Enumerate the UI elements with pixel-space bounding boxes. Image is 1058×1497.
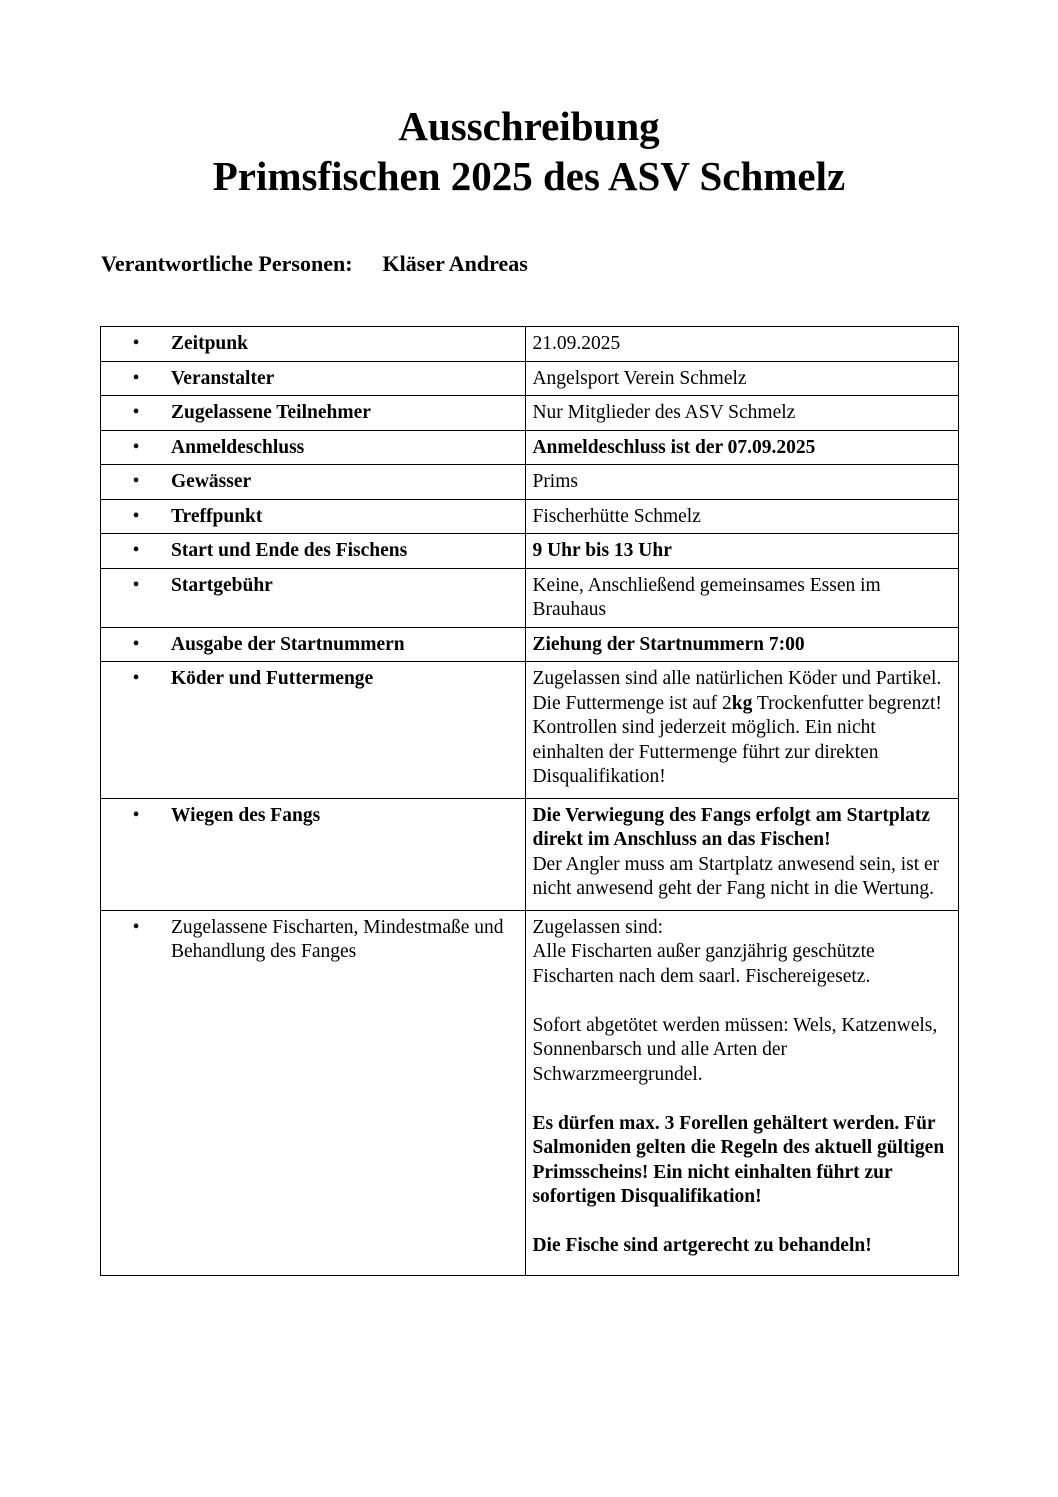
table-row [101, 327, 959, 362]
row-label: Wiegen des Fangs [171, 804, 321, 826]
document-title [0, 101, 1058, 201]
row-label: Anmeldeschluss [171, 436, 305, 458]
bullet: • [132, 574, 140, 596]
row-value: 9 Uhr bis 13 Uhr [526, 534, 959, 569]
row-value: Ziehung der Startnummern 7:00 [526, 627, 959, 662]
table-row [101, 534, 959, 569]
control-text: Kontrollen sind jederzeit möglich. Ein nicht einhalten der Futtermenge führt zur direkten Disqualifikation! [532, 717, 879, 787]
responsible-persons [101, 249, 528, 279]
table-row [101, 465, 959, 500]
table-row [101, 499, 959, 534]
table-row [101, 430, 959, 465]
row-value [526, 910, 959, 1275]
details-table [100, 326, 959, 1276]
table-row [101, 396, 959, 431]
bullet: • [132, 804, 140, 826]
row-label: Köder und Futtermenge [171, 668, 374, 689]
row-value [526, 662, 959, 799]
weighing-text: Die Verwiegung des Fangs erfolgt am Startplatz direkt im Anschluss an das Fischen! [532, 804, 931, 850]
title-line-1: Ausschreibung [398, 103, 660, 149]
table-row [101, 910, 959, 1275]
bullet: • [132, 471, 140, 492]
bullet: • [132, 333, 140, 354]
row-label: Gewässer [171, 471, 252, 492]
row-value: Angelsport Verein Schmelz [526, 361, 959, 396]
row-label: Start und Ende des Fischens [171, 540, 408, 561]
allowed-text: Zugelassen sind: [532, 916, 663, 938]
bullet: • [132, 668, 140, 689]
row-value: Anmeldeschluss ist der 07.09.2025 [526, 430, 959, 465]
row-label: Startgebühr [171, 574, 273, 596]
table-row [101, 361, 959, 396]
treatment-text: Die Fische sind artgerecht zu behandeln! [532, 1235, 872, 1256]
bullet: • [132, 436, 140, 458]
row-value: 21.09.2025 [526, 327, 959, 362]
table-row [101, 627, 959, 662]
row-label: Veranstalter [171, 367, 275, 389]
bait-rules-text: Zugelassen sind alle natürlichen Köder und Partikel. [532, 668, 942, 689]
table-row [101, 798, 959, 910]
row-label: Zugelassene Teilnehmer [171, 402, 371, 423]
row-value: Keine, Anschließend gemeinsames Essen im Brauhaus [526, 568, 959, 627]
row-label: Zeitpunk [171, 333, 248, 354]
species-text: Alle Fischarten außer ganzjährig geschützte Fischarten nach dem saarl. Fischereigesetz. [532, 941, 875, 987]
row-value [526, 798, 959, 910]
feed-limit-text: Die Futtermenge ist auf 2kg Trockenfutter begrenzt! [532, 692, 942, 714]
bullet: • [132, 402, 140, 423]
row-value: Prims [526, 465, 959, 500]
presence-text: Der Angler muss am Startplatz anwesend sein, ist er nicht anwesend geht der Fang nicht in die Wertung. [532, 853, 940, 899]
row-label: Zugelassene Fischarten, Mindestmaße und Behandlung des Fanges [171, 916, 504, 962]
table-row [101, 568, 959, 627]
bullet: • [132, 505, 140, 527]
bullet: • [132, 540, 140, 561]
bullet: • [132, 916, 140, 938]
row-label: Treffpunkt [171, 505, 263, 527]
trout-rules-text: Es dürfen max. 3 Forellen gehältert werden. Für Salmoniden gelten die Regeln des aktuell gültigen Primsscheins! Ein nicht einhalten führt zur sofortigen Disqualifikation! [532, 1112, 945, 1207]
row-value: Fischerhütte Schmelz [526, 499, 959, 534]
row-label: Ausgabe der Startnummern [171, 633, 405, 655]
title-line-2: Primsfischen 2025 des ASV Schmelz [212, 153, 846, 199]
bullet: • [132, 367, 140, 389]
kill-text: Sofort abgetötet werden müssen: Wels, Katzenwels, Sonnenbarsch und alle Arten der Schwarzmeergrundel. [532, 1014, 938, 1085]
responsible-name: Kläser Andreas [382, 251, 528, 276]
table-row [101, 662, 959, 799]
bullet: • [132, 633, 140, 655]
responsible-label: Verantwortliche Personen: [101, 251, 353, 276]
row-value: Nur Mitglieder des ASV Schmelz [526, 396, 959, 431]
